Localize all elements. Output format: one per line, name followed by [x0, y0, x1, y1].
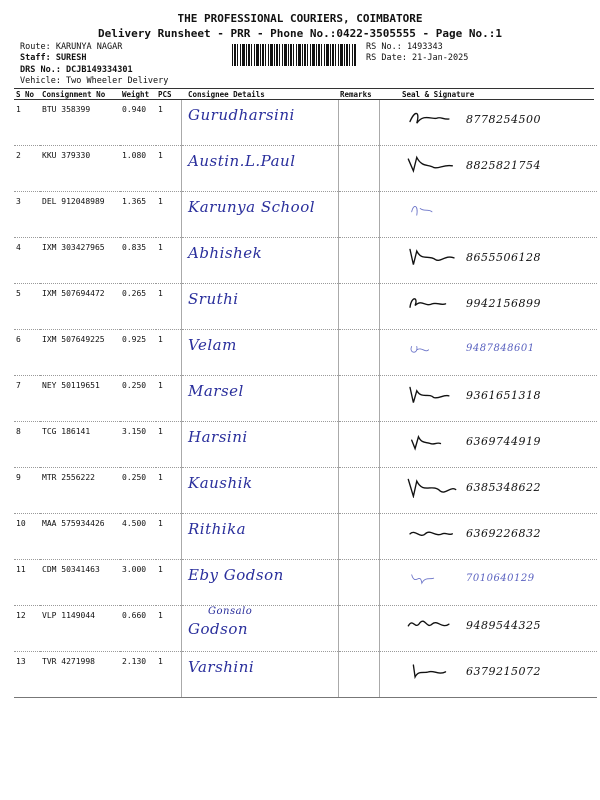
- consignee-handwritten-name: Sruthi: [188, 290, 239, 308]
- handwritten-phone-number: 9361651318: [466, 389, 541, 402]
- col-pcs: PCS: [158, 90, 172, 99]
- row-pcs: 1: [158, 473, 163, 482]
- row-weight: 1.080: [122, 151, 147, 160]
- seal-signature-cell: [380, 284, 598, 330]
- consignee-handwritten-name: Kaushik: [188, 474, 253, 492]
- row-pcs: 1: [158, 657, 163, 666]
- barcode: [232, 44, 356, 66]
- table-row: [14, 100, 597, 146]
- handwritten-signature: [402, 430, 462, 452]
- route-label: Route: KARUNYA NAGAR: [20, 42, 123, 52]
- row-pcs: 1: [158, 197, 163, 206]
- handwritten-phone-number: 6369226832: [466, 527, 541, 540]
- row-serial-number: 4: [16, 243, 21, 252]
- handwritten-signature: [402, 246, 462, 268]
- handwritten-signature: [402, 200, 462, 222]
- table-row: [14, 468, 597, 514]
- seal-signature-cell: [380, 652, 598, 698]
- row-weight: 0.835: [122, 243, 147, 252]
- consignee-details-cell: [182, 146, 339, 192]
- remarks-cell: [339, 422, 380, 468]
- consignee-details-cell: [182, 652, 339, 698]
- consignee-details-cell: [182, 468, 339, 514]
- row-serial-number: 6: [16, 335, 21, 344]
- rs-number: RS No.: 1493343: [366, 42, 443, 52]
- consignee-handwritten-top: Gonsalo: [208, 606, 253, 617]
- row-consignment-number: IXM 303427965: [42, 243, 105, 252]
- handwritten-phone-number: 8778254500: [466, 113, 541, 126]
- table-row: [14, 330, 597, 376]
- row-serial-number: 2: [16, 151, 21, 160]
- row-consignment-number: IXM 507694472: [42, 289, 105, 298]
- consignee-handwritten-name: Eby Godson: [188, 566, 284, 584]
- row-consignment-number: BTU 358399: [42, 105, 91, 114]
- consignee-handwritten-name: Gurudharsini: [188, 106, 295, 124]
- table-row: [14, 422, 597, 468]
- seal-signature-cell: [380, 238, 598, 284]
- delivery-table: [14, 100, 597, 698]
- row-serial-number: 5: [16, 289, 21, 298]
- handwritten-phone-number: 9487848601: [466, 343, 535, 354]
- handwritten-signature: [402, 476, 462, 498]
- handwritten-phone-number: 6379215072: [466, 665, 541, 678]
- remarks-cell: [339, 284, 380, 330]
- remarks-cell: [339, 652, 380, 698]
- remarks-cell: [339, 238, 380, 284]
- row-serial-number: 10: [16, 519, 26, 528]
- seal-signature-cell: [380, 146, 598, 192]
- row-consignment-number: IXM 507649225: [42, 335, 105, 344]
- table-row: [14, 606, 597, 652]
- table-row: [14, 652, 597, 698]
- row-serial-number: 12: [16, 611, 26, 620]
- seal-signature-cell: [380, 192, 598, 238]
- table-row: [14, 146, 597, 192]
- drs-number: DRS No.: DCJB149334301: [20, 65, 133, 75]
- row-serial-number: 7: [16, 381, 21, 390]
- table-row: [14, 192, 597, 238]
- remarks-cell: [339, 330, 380, 376]
- col-seal-signature: Seal & Signature: [402, 90, 475, 99]
- consignee-details-cell: [182, 330, 339, 376]
- row-consignment-number: TCG 186141: [42, 427, 91, 436]
- remarks-cell: [339, 100, 380, 146]
- consignee-handwritten-name: Austin.L.Paul: [188, 152, 296, 170]
- remarks-cell: [339, 606, 380, 652]
- row-pcs: 1: [158, 243, 163, 252]
- row-weight: 0.250: [122, 381, 147, 390]
- consignee-handwritten-name: Varshini: [188, 658, 255, 676]
- row-pcs: 1: [158, 427, 163, 436]
- handwritten-signature: [402, 614, 462, 636]
- row-weight: 0.250: [122, 473, 147, 482]
- handwritten-signature: [402, 292, 462, 314]
- vehicle-label: Vehicle: Two Wheeler Delivery: [20, 76, 169, 86]
- remarks-cell: [339, 192, 380, 238]
- row-pcs: 1: [158, 381, 163, 390]
- remarks-cell: [339, 146, 380, 192]
- handwritten-signature: [402, 568, 462, 590]
- col-consignee: Consignee Details: [188, 90, 265, 99]
- remarks-cell: [339, 468, 380, 514]
- consignee-details-cell: [182, 100, 339, 146]
- row-weight: 0.265: [122, 289, 147, 298]
- seal-signature-cell: [380, 560, 598, 606]
- row-weight: 0.925: [122, 335, 147, 344]
- seal-signature-cell: [380, 514, 598, 560]
- row-consignment-number: DEL 912048989: [42, 197, 105, 206]
- handwritten-phone-number: 9942156899: [466, 297, 541, 310]
- table-row: [14, 284, 597, 330]
- remarks-cell: [339, 514, 380, 560]
- remarks-cell: [339, 376, 380, 422]
- consignee-handwritten-name: Harsini: [188, 428, 248, 446]
- consignee-handwritten-name: Marsel: [188, 382, 244, 400]
- col-remarks: Remarks: [340, 90, 372, 99]
- row-weight: 3.150: [122, 427, 147, 436]
- consignee-details-cell: [182, 422, 339, 468]
- rs-date: RS Date: 21-Jan-2025: [366, 53, 469, 63]
- row-consignment-number: MTR 2556222: [42, 473, 95, 482]
- company-title: THE PROFESSIONAL COURIERS, COIMBATORE: [177, 12, 423, 25]
- consignee-handwritten-name: Velam: [188, 336, 237, 354]
- row-consignment-number: CDM 50341463: [42, 565, 100, 574]
- row-weight: 3.000: [122, 565, 147, 574]
- consignee-details-cell: [182, 192, 339, 238]
- consignee-details-cell: [182, 606, 339, 652]
- row-weight: 0.940: [122, 105, 147, 114]
- row-serial-number: 9: [16, 473, 21, 482]
- table-row: [14, 238, 597, 284]
- row-serial-number: 11: [16, 565, 26, 574]
- row-weight: 2.130: [122, 657, 147, 666]
- row-pcs: 1: [158, 565, 163, 574]
- row-weight: 1.365: [122, 197, 147, 206]
- row-pcs: 1: [158, 289, 163, 298]
- row-consignment-number: NEY 50119651: [42, 381, 100, 390]
- handwritten-phone-number: 8655506128: [466, 251, 541, 264]
- row-serial-number: 8: [16, 427, 21, 436]
- runsheet-subtitle: Delivery Runsheet - PRR - Phone No.:0422-3505555 - Page No.:1: [98, 27, 502, 40]
- handwritten-signature: [402, 660, 462, 682]
- row-consignment-number: VLP 1149044: [42, 611, 95, 620]
- consignee-details-cell: [182, 560, 339, 606]
- row-serial-number: 13: [16, 657, 26, 666]
- col-consignment: Consignment No: [42, 90, 106, 99]
- row-pcs: 1: [158, 519, 163, 528]
- row-pcs: 1: [158, 151, 163, 160]
- consignee-handwritten-name: Karunya School: [188, 198, 316, 216]
- handwritten-signature: [402, 338, 462, 360]
- row-consignment-number: KKU 379330: [42, 151, 91, 160]
- handwritten-phone-number: 8825821754: [466, 159, 541, 172]
- row-serial-number: 3: [16, 197, 21, 206]
- handwritten-signature: [402, 154, 462, 176]
- seal-signature-cell: [380, 376, 598, 422]
- remarks-cell: [339, 560, 380, 606]
- row-consignment-number: MAA 575934426: [42, 519, 105, 528]
- row-serial-number: 1: [16, 105, 21, 114]
- consignee-details-cell: [182, 284, 339, 330]
- handwritten-signature: [402, 384, 462, 406]
- row-pcs: 1: [158, 335, 163, 344]
- row-pcs: 1: [158, 105, 163, 114]
- header-divider-top: [14, 88, 594, 89]
- row-weight: 4.500: [122, 519, 147, 528]
- seal-signature-cell: [380, 100, 598, 146]
- row-weight: 0.660: [122, 611, 147, 620]
- table-row: [14, 560, 597, 606]
- consignee-details-cell: [182, 376, 339, 422]
- row-consignment-number: TVR 4271998: [42, 657, 95, 666]
- handwritten-signature: [402, 108, 462, 130]
- consignee-details-cell: [182, 238, 339, 284]
- consignee-handwritten-name: Abhishek: [188, 244, 263, 262]
- col-weight: Weight: [122, 90, 150, 99]
- consignee-handwritten-name: Godson: [188, 620, 249, 638]
- handwritten-phone-number: 6369744919: [466, 435, 541, 448]
- table-row: [14, 376, 597, 422]
- row-pcs: 1: [158, 611, 163, 620]
- handwritten-phone-number: 7010640129: [466, 573, 535, 584]
- col-sno: S No: [16, 90, 35, 99]
- staff-label: Staff: SURESH: [20, 53, 87, 63]
- seal-signature-cell: [380, 606, 598, 652]
- consignee-details-cell: [182, 514, 339, 560]
- consignee-handwritten-name: Rithika: [188, 520, 247, 538]
- seal-signature-cell: [380, 330, 598, 376]
- handwritten-signature: [402, 522, 462, 544]
- handwritten-phone-number: 6385348622: [466, 481, 541, 494]
- seal-signature-cell: [380, 422, 598, 468]
- seal-signature-cell: [380, 468, 598, 514]
- table-row: [14, 514, 597, 560]
- handwritten-phone-number: 9489544325: [466, 619, 541, 632]
